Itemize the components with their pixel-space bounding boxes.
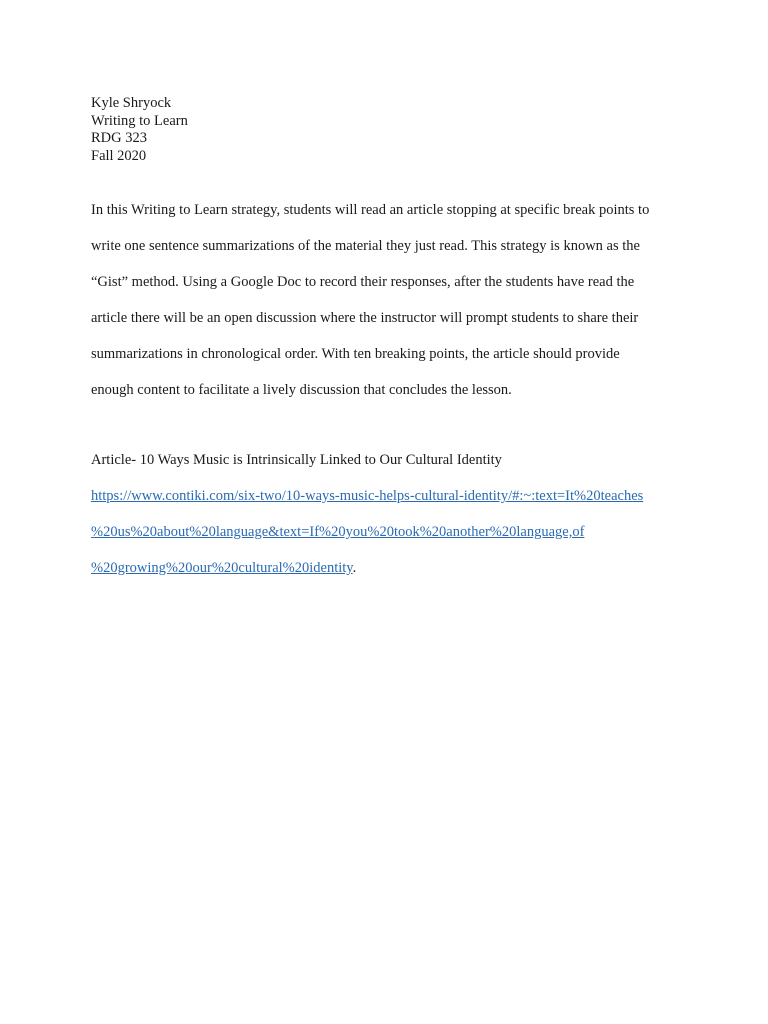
article-link-part-1[interactable]: https://www.contiki.com/six-two/10-ways-music-helps-cultural-identity/#:~:text=It%20teaches [91,488,644,504]
paragraph-line: In this Writing to Learn strategy, students will read an article stopping at specific break points to [91,202,650,218]
strategy-paragraph [91,200,691,416]
article-link-line-3 [91,558,711,594]
term: Fall 2020 [91,147,147,164]
assignment-title: Writing to Learn [91,112,188,129]
article-link-part-3[interactable]: %20growing%20our%20cultural%20identity [91,560,353,576]
paragraph-line: article there will be an open discussion where the instructor will prompt students to share their [91,310,639,326]
link-trailing-period: . [352,560,357,576]
course-code: RDG 323 [91,130,147,146]
paragraph-line: “Gist” method. Using a Google Doc to record their responses, after the students have read the [91,274,635,290]
article-link-part-2[interactable]: %20us%20about%20language&text=If%20you%20took%20another%20language,of [91,524,585,540]
author-name: Kyle Shryock [91,95,172,111]
paragraph-line: write one sentence summarizations of the material they just read. This strategy is known as the [91,238,640,254]
paragraph-line: enough content to facilitate a lively discussion that concludes the lesson. [91,382,512,398]
article-title: Article- 10 Ways Music is Intrinsically Linked to Our Cultural Identity [91,452,502,468]
paragraph-line: summarizations in chronological order. With ten breaking points, the article should provide [91,346,620,362]
article-link-line-1 [91,486,711,522]
document-header [91,95,188,165]
article-link-line-2 [91,522,711,558]
article-reference [91,450,711,594]
